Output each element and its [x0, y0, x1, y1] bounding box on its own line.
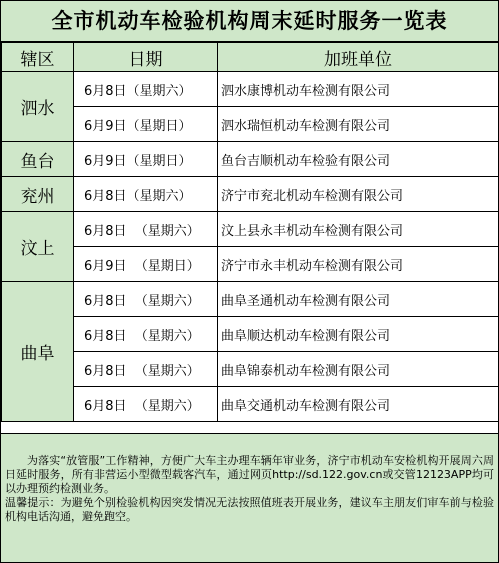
- table-row: [2, 247, 499, 282]
- date-cell: 6月8日 （星期六）: [74, 212, 218, 247]
- district-cell: 汶上: [2, 212, 74, 282]
- district-cell: 曲阜: [2, 282, 74, 422]
- table-row: [2, 72, 499, 107]
- table-header-row: [2, 43, 499, 72]
- org-cell: 汶上县永丰机动车检测有限公司: [218, 212, 499, 247]
- date-cell: 6月8日（星期六）: [74, 72, 218, 107]
- district-cell: 兖州: [2, 177, 74, 212]
- org-cell: 鱼台吉顺机动车检验有限公司: [218, 142, 499, 177]
- date-cell: 6月8日 （星期六）: [74, 352, 218, 387]
- date-cell: 6月9日 （星期日）: [74, 247, 218, 282]
- org-cell: 泗水康博机动车检测有限公司: [218, 72, 499, 107]
- page-title: 全市机动车检验机构周末延时服务一览表: [1, 1, 498, 42]
- notes-box: [1, 433, 498, 562]
- org-cell: 济宁市兖北机动车检测有限公司: [218, 177, 499, 212]
- header-district: 辖区: [2, 43, 74, 72]
- table-row: [2, 317, 499, 352]
- table-row: [2, 107, 499, 142]
- org-cell: 济宁市永丰机动车检测有限公司: [218, 247, 499, 282]
- table-row: [2, 177, 499, 212]
- date-cell: 6月8日 （星期六）: [74, 317, 218, 352]
- date-cell: 6月8日 （星期六）: [74, 387, 218, 422]
- service-notice: 为落实“放管服”工作精神，方便广大车主办理车辆年审业务，济宁市机动车安检机构开展周六周日延时服务，所有非营运小型微型载客汽车，通过网页http://sd.122.gov.cn或交管12123APP均可以办理预约检测业务。: [5, 454, 494, 495]
- table-row: [2, 387, 499, 422]
- schedule-table: [1, 42, 499, 422]
- org-cell: 曲阜交通机动车检测有限公司: [218, 387, 499, 422]
- table-row: [2, 142, 499, 177]
- header-org: 加班单位: [218, 43, 499, 72]
- header-date: 日期: [74, 43, 218, 72]
- table-row: [2, 282, 499, 317]
- date-cell: 6月8日 （星期六）: [74, 282, 218, 317]
- district-cell: 鱼台: [2, 142, 74, 177]
- table-row: [2, 352, 499, 387]
- district-cell: 泗水: [2, 72, 74, 142]
- date-cell: 6月8日（星期六）: [74, 177, 218, 212]
- org-cell: 曲阜锦泰机动车检测有限公司: [218, 352, 499, 387]
- date-cell: 6月9日（星期日）: [74, 142, 218, 177]
- org-cell: 曲阜顺达机动车检测有限公司: [218, 317, 499, 352]
- table-row: [2, 212, 499, 247]
- warm-tip: 温馨提示：为避免个别检验机构因突发情况无法按照值班表开展业务，建议车主朋友们审车前与检验机构电话沟通，避免跑空。: [5, 496, 494, 523]
- org-cell: 泗水瑞恒机动车检测有限公司: [218, 107, 499, 142]
- org-cell: 曲阜圣通机动车检测有限公司: [218, 282, 499, 317]
- date-cell: 6月9日（星期日）: [74, 107, 218, 142]
